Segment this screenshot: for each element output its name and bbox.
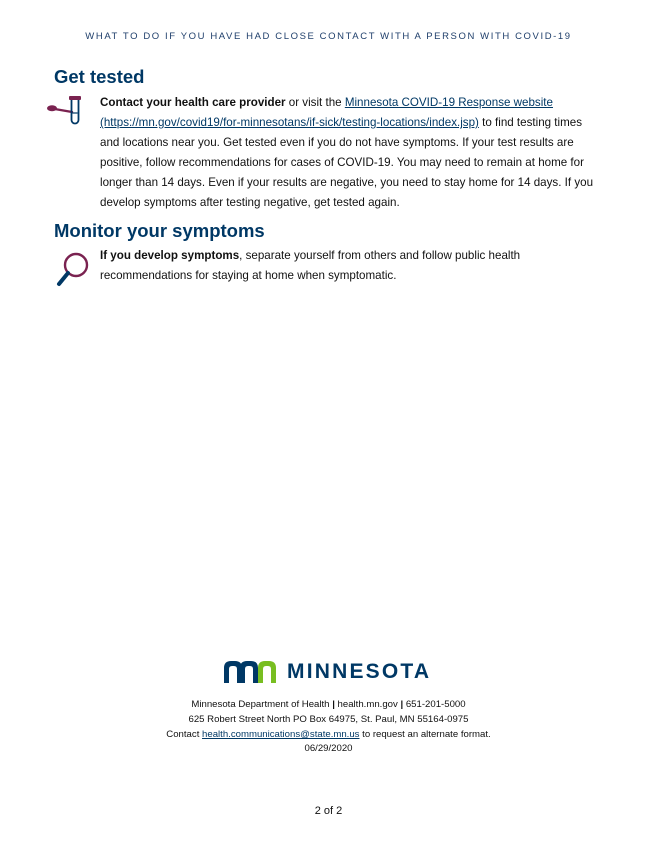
footer-line-3 <box>0 727 657 742</box>
page-number: 2 of 2 <box>314 805 343 817</box>
monitor-lead: If you develop symptoms <box>100 249 240 262</box>
get-tested-paragraph <box>100 93 602 213</box>
mn-covid-response-link[interactable]: Minnesota COVID-19 Response website (https://mn.gov/covid19/for-minnesotans/if-sick/testing-locations/index.jsp) <box>100 96 553 129</box>
footer-separator: | <box>400 699 404 710</box>
get-tested-text-2: to find testing times and locations near you. Get tested even if you do not have symptoms. If your test results are positive, follow recommendations for cases of COVID-19. You may need to remain at home for longer than 14 days. Even if your results are negative, you need to stay home for 14 days. If you develop symptoms after testing negative, get tested again. <box>100 116 594 209</box>
footer-line-1 <box>0 697 657 712</box>
minnesota-logo <box>221 657 441 687</box>
footer-dept: Minnesota Department of Health <box>191 699 330 710</box>
footer-contact-suffix: to request an alternate format. <box>359 729 491 740</box>
get-tested-heading: Get tested <box>54 66 145 87</box>
test-tube-swab-icon <box>46 93 92 129</box>
monitor-symptoms-heading: Monitor your symptoms <box>54 220 265 241</box>
footer-contact-prefix: Contact <box>166 729 203 740</box>
get-tested-text-1: or visit the <box>285 96 345 109</box>
footer-email-link[interactable]: health.communications@state.mn.us <box>202 729 360 740</box>
footer-phone: 651-201-5000 <box>405 699 466 710</box>
monitor-text: , separate yourself from others and follow public health recommendations for staying at home when symptomatic. <box>100 249 521 282</box>
running-header: WHAT TO DO IF YOU HAVE HAD CLOSE CONTACT WITH A PERSON WITH COVID-19 <box>85 31 572 42</box>
document-date: 06/29/2020 <box>304 743 353 754</box>
get-tested-lead: Contact your health care provider <box>100 96 286 109</box>
footer-separator: | <box>332 699 335 710</box>
footer-contact-block <box>0 697 657 742</box>
magnifying-glass-icon <box>54 248 94 290</box>
mn-logo-icon <box>221 658 281 684</box>
footer-website: health.mn.gov <box>337 699 398 710</box>
footer-address: 625 Robert Street North PO Box 64975, St. Paul, MN 55164-0975 <box>188 714 469 725</box>
monitor-symptoms-paragraph <box>100 246 602 286</box>
minnesota-logo-text: MINNESOTA <box>287 660 432 683</box>
